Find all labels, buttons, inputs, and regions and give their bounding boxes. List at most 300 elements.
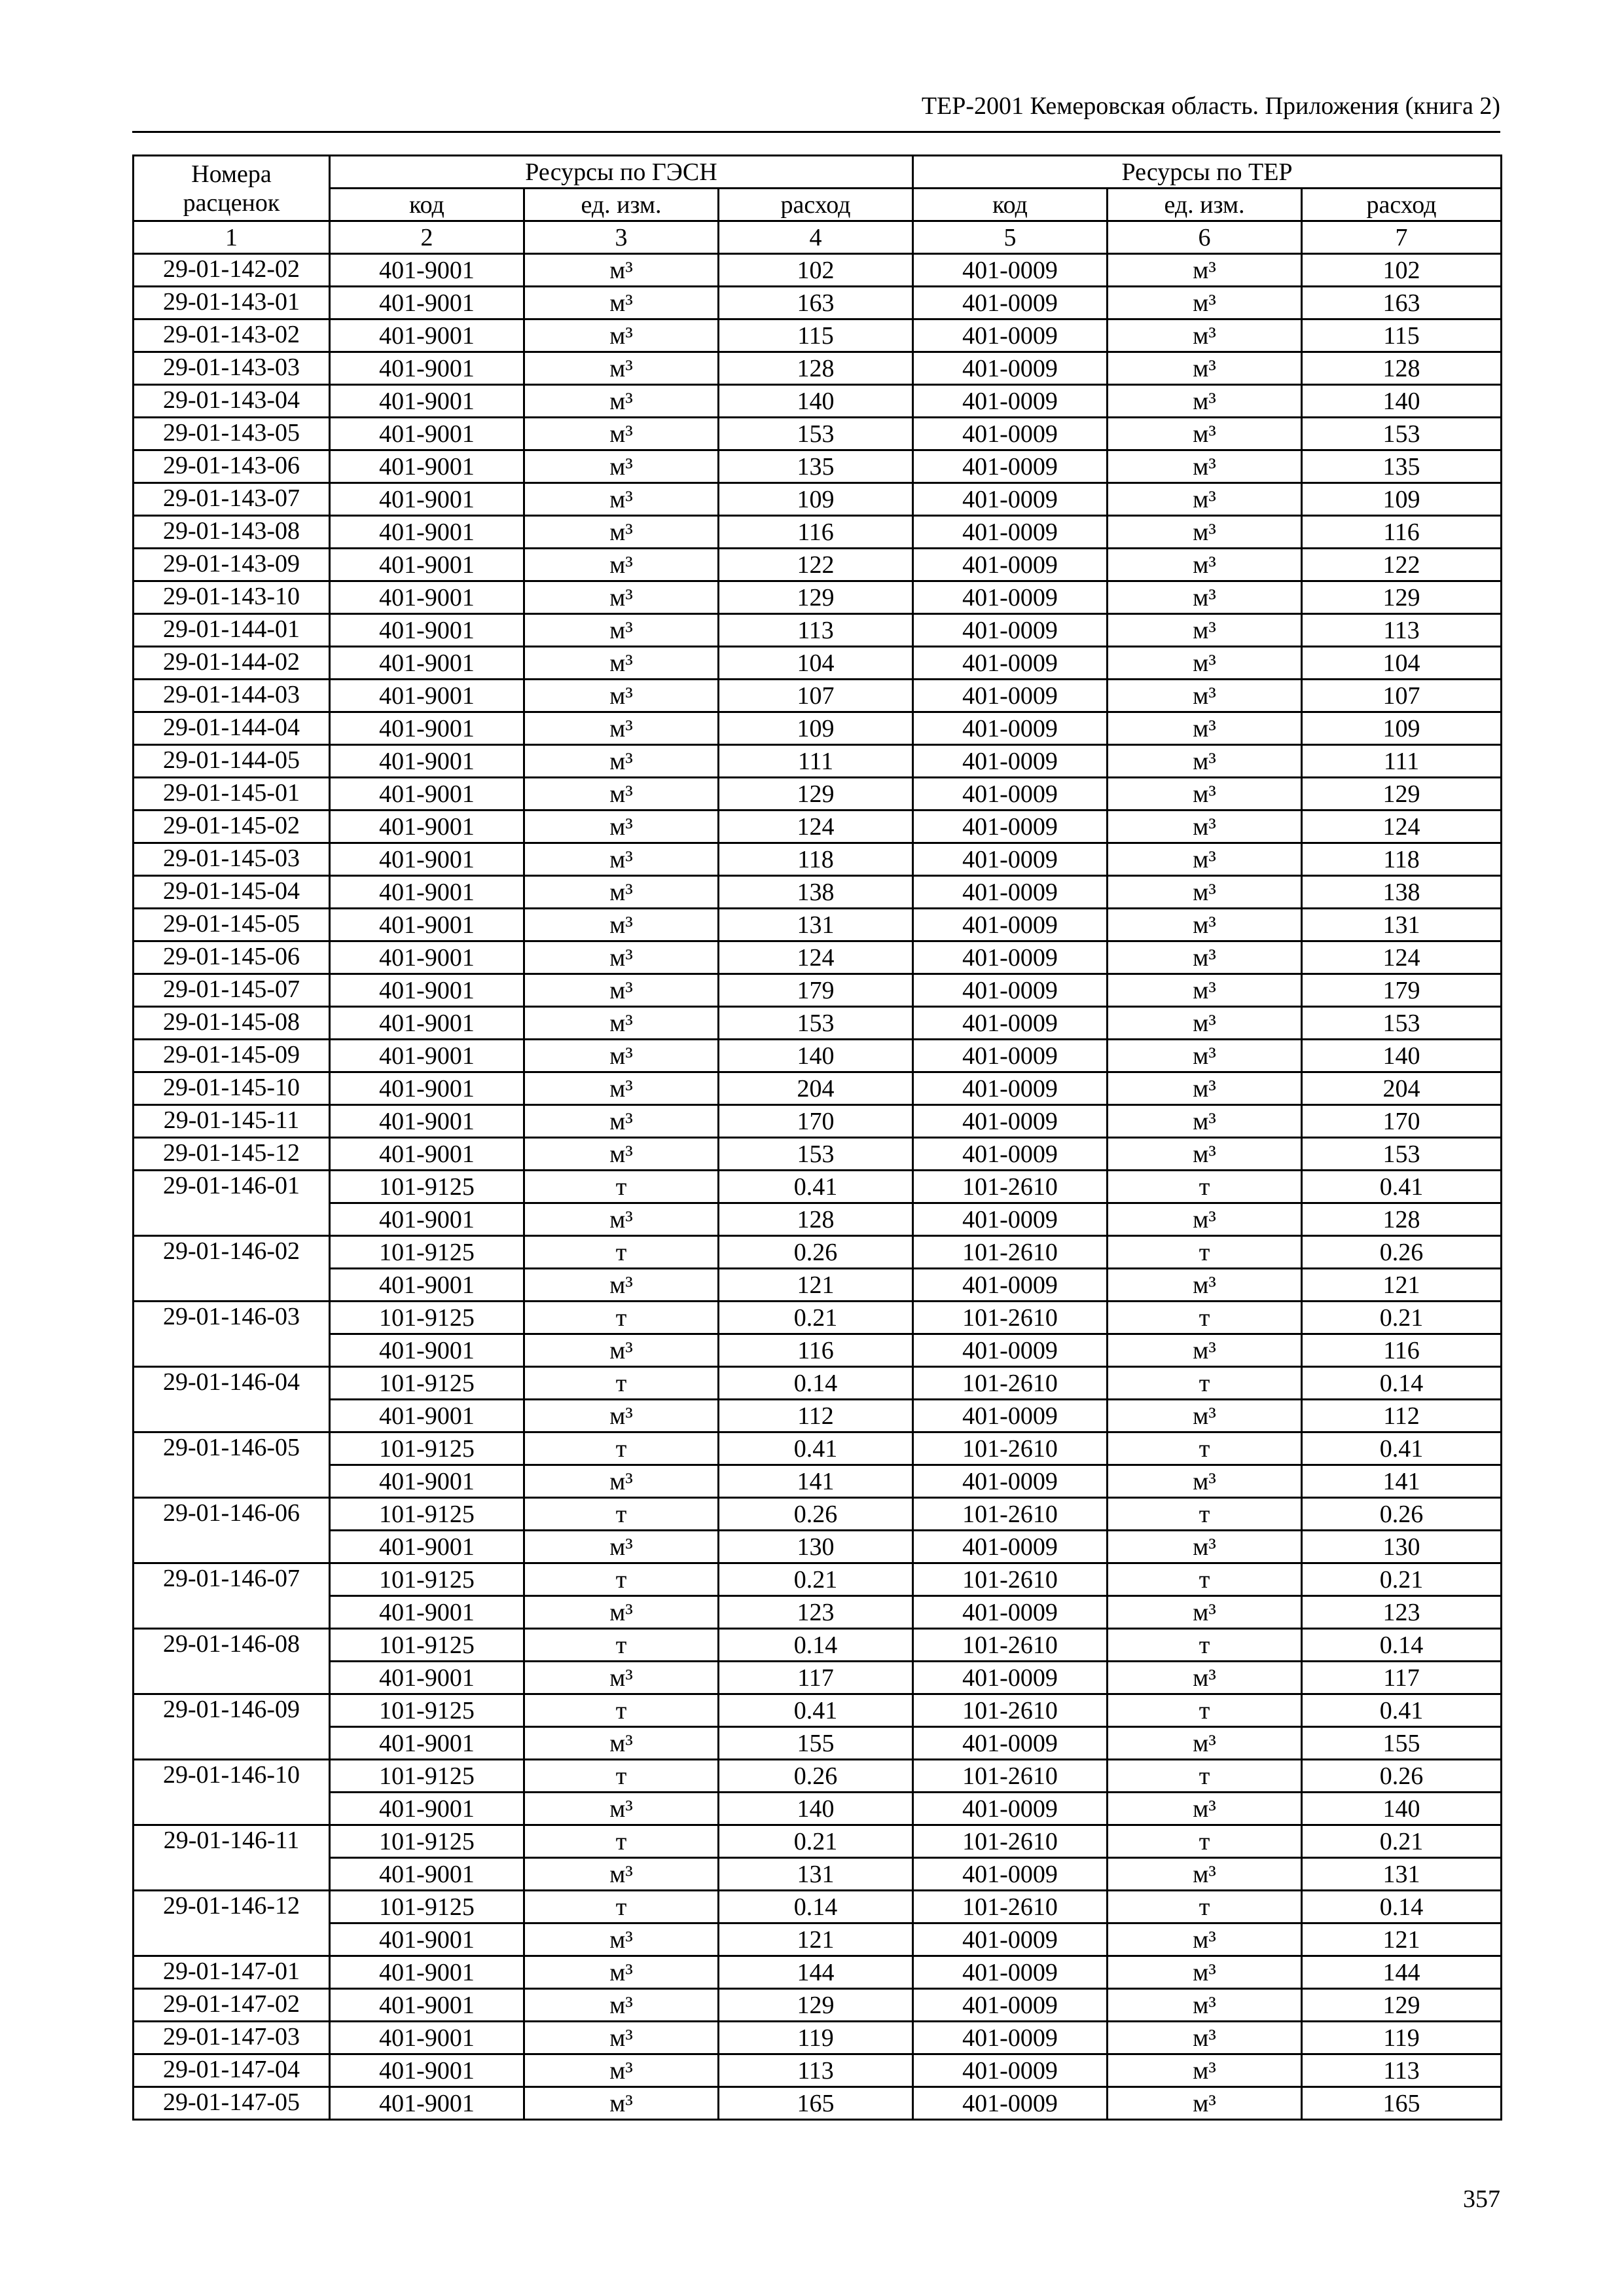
table-row [134,1269,1502,1302]
ter-code-cell: 401-0009 [913,745,1108,778]
ter-code-cell: 401-0009 [913,1105,1108,1138]
head-gesn-code: код [330,189,524,221]
gesn-unit-cell: т [524,1367,719,1400]
rate-number-cell: 29-01-146-03 [134,1302,330,1367]
ter-code-cell: 401-0009 [913,450,1108,483]
table-row [134,2087,1502,2120]
ter-consumption-cell: 116 [1302,1334,1502,1367]
rate-number-cell: 29-01-147-03 [134,2022,330,2054]
ter-code-cell: 401-0009 [913,581,1108,614]
gesn-consumption-cell: 163 [719,287,913,319]
gesn-consumption-cell: 119 [719,2022,913,2054]
table-row [134,876,1502,909]
table-row [134,581,1502,614]
gesn-consumption-cell: 104 [719,647,913,680]
head-ter: Ресурсы по ТЕР [913,156,1502,189]
header-rule [132,131,1500,133]
gesn-unit-cell: м³ [524,1400,719,1432]
gesn-consumption-cell: 131 [719,1858,913,1891]
ter-consumption-cell: 111 [1302,745,1502,778]
ter-unit-cell: т [1108,1498,1302,1531]
gesn-consumption-cell: 121 [719,1269,913,1302]
gesn-unit-cell: т [524,1498,719,1531]
gesn-code-cell: 401-9001 [330,1596,524,1629]
ter-unit-cell: м³ [1108,941,1302,974]
ter-consumption-cell: 0.41 [1302,1171,1502,1203]
gesn-unit-cell: м³ [524,1138,719,1171]
table-row [134,319,1502,352]
ter-consumption-cell: 118 [1302,843,1502,876]
ter-code-cell: 401-0009 [913,1989,1108,2022]
head-gesn-unit: ед. изм. [524,189,719,221]
table-row [134,647,1502,680]
ter-unit-cell: м³ [1108,745,1302,778]
rate-number-cell: 29-01-146-06 [134,1498,330,1563]
ter-consumption-cell: 179 [1302,974,1502,1007]
gesn-code-cell: 401-9001 [330,450,524,483]
gesn-code-cell: 401-9001 [330,1956,524,1989]
table-row [134,1432,1502,1465]
ter-code-cell: 101-2610 [913,1629,1108,1662]
ter-consumption-cell: 113 [1302,2054,1502,2087]
ter-consumption-cell: 141 [1302,1465,1502,1498]
ter-consumption-cell: 140 [1302,1040,1502,1072]
ter-unit-cell: м³ [1108,1531,1302,1563]
gesn-consumption-cell: 115 [719,319,913,352]
ter-code-cell: 401-0009 [913,516,1108,549]
gesn-code-cell: 401-9001 [330,974,524,1007]
rate-number-cell: 29-01-145-10 [134,1072,330,1105]
table-row [134,1367,1502,1400]
rate-number-cell: 29-01-147-02 [134,1989,330,2022]
ter-code-cell: 401-0009 [913,1334,1108,1367]
ter-consumption-cell: 0.21 [1302,1302,1502,1334]
ter-unit-cell: м³ [1108,1858,1302,1891]
ter-consumption-cell: 131 [1302,1858,1502,1891]
gesn-consumption-cell: 135 [719,450,913,483]
gesn-consumption-cell: 116 [719,516,913,549]
gesn-code-cell: 401-9001 [330,614,524,647]
gesn-consumption-cell: 131 [719,909,913,941]
gesn-unit-cell: м³ [524,974,719,1007]
ter-code-cell: 401-0009 [913,352,1108,385]
table-row [134,1858,1502,1891]
table-row [134,1334,1502,1367]
ter-code-cell: 101-2610 [913,1498,1108,1531]
table-row [134,1629,1502,1662]
ter-consumption-cell: 0.41 [1302,1432,1502,1465]
ter-code-cell: 101-2610 [913,1563,1108,1596]
gesn-unit-cell: м³ [524,1727,719,1760]
gesn-consumption-cell: 113 [719,2054,913,2087]
gesn-code-cell: 401-9001 [330,811,524,843]
gesn-code-cell: 401-9001 [330,909,524,941]
gesn-unit-cell: м³ [524,1072,719,1105]
table-row [134,1007,1502,1040]
ter-unit-cell: м³ [1108,1793,1302,1825]
gesn-consumption-cell: 0.14 [719,1367,913,1400]
rate-number-cell: 29-01-146-07 [134,1563,330,1629]
ter-unit-cell: м³ [1108,1727,1302,1760]
ter-unit-cell: т [1108,1367,1302,1400]
table-row [134,549,1502,581]
rate-number-cell: 29-01-145-03 [134,843,330,876]
gesn-code-cell: 401-9001 [330,1662,524,1694]
rate-number-cell: 29-01-145-11 [134,1105,330,1138]
ter-consumption-cell: 116 [1302,516,1502,549]
gesn-code-cell: 401-9001 [330,418,524,450]
gesn-unit-cell: м³ [524,811,719,843]
gesn-unit-cell: м³ [524,254,719,287]
ter-code-cell: 401-0009 [913,2022,1108,2054]
ter-consumption-cell: 102 [1302,254,1502,287]
gesn-code-cell: 101-9125 [330,1825,524,1858]
ter-unit-cell: м³ [1108,614,1302,647]
resources-table [132,155,1502,2121]
gesn-code-cell: 401-9001 [330,385,524,418]
gesn-code-cell: 401-9001 [330,1400,524,1432]
rate-number-cell: 29-01-146-05 [134,1432,330,1498]
ter-code-cell: 401-0009 [913,909,1108,941]
gesn-unit-cell: м³ [524,2022,719,2054]
ter-unit-cell: м³ [1108,516,1302,549]
gesn-code-cell: 401-9001 [330,745,524,778]
gesn-unit-cell: м³ [524,549,719,581]
gesn-consumption-cell: 102 [719,254,913,287]
ter-unit-cell: м³ [1108,1956,1302,1989]
gesn-unit-cell: м³ [524,1040,719,1072]
gesn-code-cell: 401-9001 [330,352,524,385]
ter-code-cell: 401-0009 [913,1596,1108,1629]
rate-number-cell: 29-01-143-10 [134,581,330,614]
ter-unit-cell: м³ [1108,1007,1302,1040]
gesn-consumption-cell: 130 [719,1531,913,1563]
ter-consumption-cell: 117 [1302,1662,1502,1694]
ter-code-cell: 401-0009 [913,1956,1108,1989]
ter-consumption-cell: 204 [1302,1072,1502,1105]
gesn-unit-cell: м³ [524,1531,719,1563]
head-ter-code: код [913,189,1108,221]
head-ter-consumption: расход [1302,189,1502,221]
gesn-unit-cell: т [524,1760,719,1793]
table-body [134,254,1502,2120]
table-row [134,1498,1502,1531]
gesn-code-cell: 101-9125 [330,1367,524,1400]
gesn-unit-cell: м³ [524,614,719,647]
ter-unit-cell: м³ [1108,1662,1302,1694]
ter-unit-cell: м³ [1108,287,1302,319]
ter-consumption-cell: 0.14 [1302,1629,1502,1662]
table-row [134,1040,1502,1072]
ter-consumption-cell: 129 [1302,581,1502,614]
ter-code-cell: 401-0009 [913,1138,1108,1171]
ter-code-cell: 401-0009 [913,1072,1108,1105]
ter-code-cell: 401-0009 [913,1662,1108,1694]
column-number: 4 [719,221,913,254]
ter-unit-cell: м³ [1108,450,1302,483]
ter-consumption-cell: 122 [1302,549,1502,581]
table-row [134,1400,1502,1432]
gesn-consumption-cell: 129 [719,778,913,811]
ter-unit-cell: м³ [1108,254,1302,287]
gesn-unit-cell: т [524,1432,719,1465]
ter-consumption-cell: 0.21 [1302,1563,1502,1596]
ter-unit-cell: м³ [1108,1596,1302,1629]
ter-consumption-cell: 170 [1302,1105,1502,1138]
ter-unit-cell: м³ [1108,712,1302,745]
table-row [134,450,1502,483]
rate-number-cell: 29-01-146-11 [134,1825,330,1891]
gesn-consumption-cell: 121 [719,1923,913,1956]
ter-unit-cell: м³ [1108,1923,1302,1956]
gesn-consumption-cell: 116 [719,1334,913,1367]
rate-number-cell: 29-01-145-02 [134,811,330,843]
table-row [134,778,1502,811]
gesn-consumption-cell: 128 [719,352,913,385]
gesn-consumption-cell: 144 [719,1956,913,1989]
gesn-unit-cell: т [524,1825,719,1858]
gesn-code-cell: 101-9125 [330,1629,524,1662]
gesn-consumption-cell: 0.21 [719,1302,913,1334]
ter-unit-cell: т [1108,1629,1302,1662]
ter-unit-cell: т [1108,1302,1302,1334]
ter-consumption-cell: 129 [1302,1989,1502,2022]
gesn-code-cell: 401-9001 [330,581,524,614]
gesn-unit-cell: м³ [524,287,719,319]
gesn-unit-cell: м³ [524,1989,719,2022]
gesn-consumption-cell: 129 [719,581,913,614]
ter-consumption-cell: 0.41 [1302,1694,1502,1727]
gesn-unit-cell: м³ [524,1858,719,1891]
gesn-consumption-cell: 0.21 [719,1825,913,1858]
table-row [134,1923,1502,1956]
gesn-consumption-cell: 0.14 [719,1629,913,1662]
rate-number-cell: 29-01-143-05 [134,418,330,450]
ter-unit-cell: м³ [1108,647,1302,680]
gesn-unit-cell: м³ [524,581,719,614]
gesn-consumption-cell: 107 [719,680,913,712]
gesn-unit-cell: м³ [524,516,719,549]
ter-unit-cell: м³ [1108,1465,1302,1498]
gesn-unit-cell: м³ [524,1793,719,1825]
gesn-code-cell: 101-9125 [330,1171,524,1203]
gesn-code-cell: 401-9001 [330,1858,524,1891]
rate-number-cell: 29-01-147-05 [134,2087,330,2120]
gesn-consumption-cell: 117 [719,1662,913,1694]
gesn-code-cell: 401-9001 [330,254,524,287]
table-row [134,974,1502,1007]
table-row [134,287,1502,319]
table-row [134,1236,1502,1269]
gesn-code-cell: 401-9001 [330,712,524,745]
ter-unit-cell: м³ [1108,2054,1302,2087]
ter-consumption-cell: 109 [1302,483,1502,516]
gesn-unit-cell: м³ [524,418,719,450]
gesn-code-cell: 401-9001 [330,483,524,516]
ter-consumption-cell: 0.14 [1302,1891,1502,1923]
gesn-code-cell: 401-9001 [330,1465,524,1498]
ter-code-cell: 401-0009 [913,1923,1108,1956]
gesn-code-cell: 101-9125 [330,1432,524,1465]
rate-number-cell: 29-01-146-02 [134,1236,330,1302]
gesn-unit-cell: м³ [524,385,719,418]
gesn-code-cell: 101-9125 [330,1563,524,1596]
table-row [134,614,1502,647]
head-ter-unit: ед. изм. [1108,189,1302,221]
rate-number-cell: 29-01-145-05 [134,909,330,941]
rate-number-cell: 29-01-144-04 [134,712,330,745]
ter-code-cell: 401-0009 [913,319,1108,352]
ter-code-cell: 401-0009 [913,680,1108,712]
ter-unit-cell: м³ [1108,2022,1302,2054]
ter-unit-cell: м³ [1108,1138,1302,1171]
gesn-consumption-cell: 128 [719,1203,913,1236]
gesn-code-cell: 401-9001 [330,1727,524,1760]
gesn-consumption-cell: 140 [719,385,913,418]
ter-unit-cell: м³ [1108,1105,1302,1138]
table-row [134,909,1502,941]
gesn-unit-cell: т [524,1563,719,1596]
column-number: 3 [524,221,719,254]
ter-unit-cell: м³ [1108,1334,1302,1367]
ter-unit-cell: м³ [1108,2087,1302,2120]
gesn-unit-cell: м³ [524,2087,719,2120]
ter-unit-cell: м³ [1108,1989,1302,2022]
ter-consumption-cell: 153 [1302,1138,1502,1171]
table-row [134,1956,1502,1989]
head-gesn: Ресурсы по ГЭСН [330,156,913,189]
table-row [134,1760,1502,1793]
ter-code-cell: 401-0009 [913,876,1108,909]
gesn-consumption-cell: 129 [719,1989,913,2022]
ter-consumption-cell: 0.14 [1302,1367,1502,1400]
ter-consumption-cell: 165 [1302,2087,1502,2120]
gesn-consumption-cell: 112 [719,1400,913,1432]
table-row [134,2022,1502,2054]
ter-code-cell: 401-0009 [913,712,1108,745]
gesn-unit-cell: м³ [524,1203,719,1236]
gesn-code-cell: 401-9001 [330,876,524,909]
ter-code-cell: 101-2610 [913,1236,1108,1269]
gesn-consumption-cell: 0.14 [719,1891,913,1923]
rate-number-cell: 29-01-143-04 [134,385,330,418]
ter-code-cell: 401-0009 [913,1465,1108,1498]
gesn-unit-cell: т [524,1694,719,1727]
ter-code-cell: 401-0009 [913,1203,1108,1236]
ter-code-cell: 401-0009 [913,614,1108,647]
ter-code-cell: 401-0009 [913,1040,1108,1072]
column-number: 2 [330,221,524,254]
ter-consumption-cell: 113 [1302,614,1502,647]
ter-code-cell: 101-2610 [913,1367,1108,1400]
gesn-unit-cell: т [524,1629,719,1662]
ter-code-cell: 401-0009 [913,843,1108,876]
ter-unit-cell: м³ [1108,385,1302,418]
column-numbers-row [134,221,1502,254]
gesn-code-cell: 401-9001 [330,1989,524,2022]
ter-code-cell: 401-0009 [913,1727,1108,1760]
gesn-unit-cell: м³ [524,712,719,745]
ter-consumption-cell: 121 [1302,1923,1502,1956]
rate-number-cell: 29-01-143-07 [134,483,330,516]
ter-unit-cell: т [1108,1694,1302,1727]
gesn-consumption-cell: 123 [719,1596,913,1629]
gesn-code-cell: 401-9001 [330,1072,524,1105]
table-row [134,680,1502,712]
column-number: 7 [1302,221,1502,254]
gesn-code-cell: 401-9001 [330,1923,524,1956]
gesn-consumption-cell: 0.26 [719,1498,913,1531]
ter-unit-cell: м³ [1108,1072,1302,1105]
rate-number-cell: 29-01-146-10 [134,1760,330,1825]
gesn-unit-cell: т [524,1891,719,1923]
rate-number-cell: 29-01-144-01 [134,614,330,647]
rate-number-cell: 29-01-144-05 [134,745,330,778]
ter-consumption-cell: 153 [1302,1007,1502,1040]
running-header: ТЕР-2001 Кемеровская область. Приложения (книга 2) [921,92,1500,120]
table-row [134,712,1502,745]
ter-code-cell: 401-0009 [913,2087,1108,2120]
ter-unit-cell: м³ [1108,483,1302,516]
ter-consumption-cell: 130 [1302,1531,1502,1563]
ter-code-cell: 401-0009 [913,647,1108,680]
gesn-consumption-cell: 0.41 [719,1432,913,1465]
ter-consumption-cell: 123 [1302,1596,1502,1629]
rate-number-cell: 29-01-147-04 [134,2054,330,2087]
rate-number-cell: 29-01-145-12 [134,1138,330,1171]
gesn-unit-cell: м³ [524,1923,719,1956]
gesn-code-cell: 401-9001 [330,2087,524,2120]
gesn-unit-cell: м³ [524,319,719,352]
gesn-code-cell: 401-9001 [330,516,524,549]
gesn-code-cell: 101-9125 [330,1302,524,1334]
gesn-consumption-cell: 109 [719,483,913,516]
gesn-unit-cell: м³ [524,1105,719,1138]
table-row [134,1694,1502,1727]
table-row [134,1989,1502,2022]
rate-number-cell: 29-01-146-01 [134,1171,330,1236]
gesn-consumption-cell: 140 [719,1793,913,1825]
ter-consumption-cell: 115 [1302,319,1502,352]
gesn-unit-cell: т [524,1171,719,1203]
gesn-consumption-cell: 138 [719,876,913,909]
gesn-code-cell: 101-9125 [330,1760,524,1793]
table-row [134,1465,1502,1498]
ter-consumption-cell: 128 [1302,1203,1502,1236]
gesn-unit-cell: м³ [524,450,719,483]
ter-code-cell: 101-2610 [913,1694,1108,1727]
ter-unit-cell: м³ [1108,778,1302,811]
rate-number-cell: 29-01-146-09 [134,1694,330,1760]
rate-number-cell: 29-01-145-08 [134,1007,330,1040]
gesn-consumption-cell: 179 [719,974,913,1007]
ter-consumption-cell: 107 [1302,680,1502,712]
gesn-consumption-cell: 0.41 [719,1171,913,1203]
ter-consumption-cell: 135 [1302,450,1502,483]
ter-unit-cell: т [1108,1563,1302,1596]
table-row [134,418,1502,450]
table-row [134,1072,1502,1105]
rate-number-cell: 29-01-143-08 [134,516,330,549]
column-number: 6 [1108,221,1302,254]
ter-unit-cell: м³ [1108,1269,1302,1302]
gesn-consumption-cell: 124 [719,941,913,974]
gesn-code-cell: 401-9001 [330,2022,524,2054]
gesn-unit-cell: т [524,1236,719,1269]
ter-code-cell: 401-0009 [913,287,1108,319]
gesn-consumption-cell: 124 [719,811,913,843]
ter-consumption-cell: 124 [1302,941,1502,974]
